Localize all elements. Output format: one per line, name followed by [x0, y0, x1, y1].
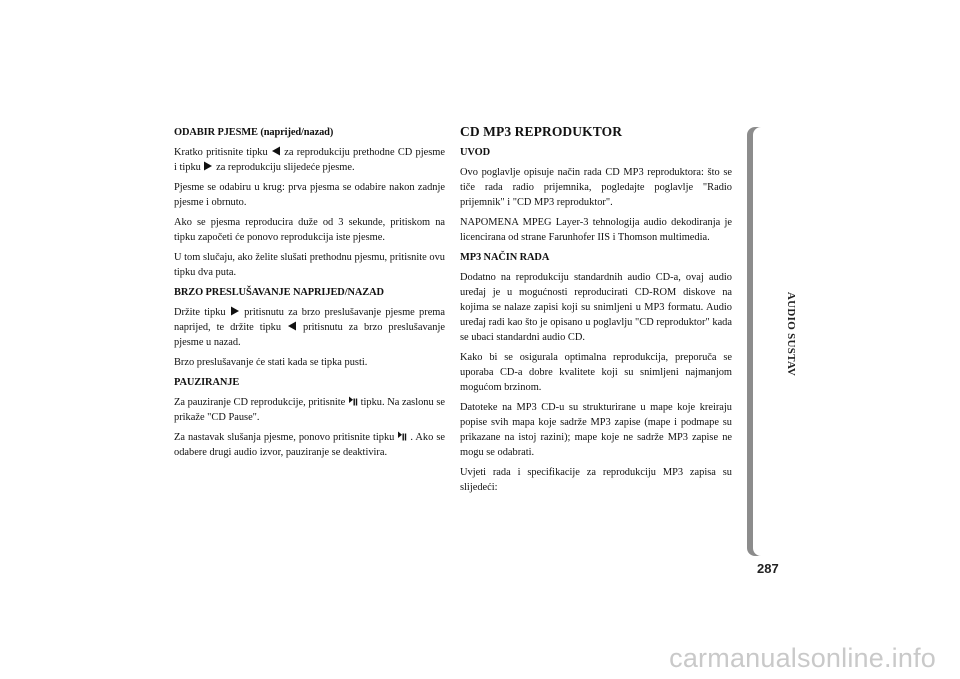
paragraph-files: Datoteke na MP3 CD-u su strukturirane u mape koje kreiraju popise svih mapa koje sadrže MP3 zapise (mape i podmape su prikazane na istoj razini); mape koje ne sadrže MP3 zapise ne mogu se odabrati. [460, 402, 732, 458]
paragraph-optimal: Kako bi se osigurala optimalna reprodukcija, preporuča se uporaba CD-a dobre kvalitete koji su snimljeni najmanjom mogućom brzinom. [460, 352, 732, 393]
play-pause-icon [397, 431, 407, 441]
paragraph-fast: Držite tipku pritisnutu za brzo preslušavanje pjesme prema naprijed, te držite tipku pritisnutu za brzo preslušavanje pjesme u nazad. [174, 307, 446, 348]
paragraph-previous: U tom slučaju, ako želite slušati prethodnu pjesmu, pritisnite ovu tipku dva puta. [174, 252, 445, 278]
section-heading-intro: UVOD [460, 147, 490, 158]
paragraph-cycle: Pjesme se odabiru u krug: prva pjesma se odabire nakon zadnje pjesme i obrnuto. [174, 182, 445, 208]
paragraph-pause: Za pauziranje CD reprodukcije, pritisnite tipku. Na zaslonu se prikaže "CD Pause". [174, 397, 445, 423]
triangle-right-icon [230, 306, 240, 316]
play-pause-icon [348, 396, 358, 406]
paragraph-mp3-mode: Dodatno na reprodukciju standardnih audio CD-a, ovaj audio uređaj je u mogućnosti reproducirati CD-ROM diskove na kojima se nalaze zapisi koji su snimljeni u MP3 formatu. Audio uređaj radi kao što je opisano u poglavlju "CD reproduktor" kada se ubaci standardni audio CD. [460, 272, 732, 343]
paragraph-note: NAPOMENA MPEG Layer-3 tehnologija audio dekodiranja je licencirana od strane Farunhofer IIS i Thomson multimedia. [460, 217, 732, 243]
paragraph-conditions: Uvjeti rada i specifikacije za reprodukciju MP3 zapisa su slijedeći: [460, 467, 732, 493]
page-number: 287 [757, 561, 779, 576]
section-heading-mp3-mode: MP3 NAČIN RADA [460, 252, 550, 263]
paragraph-track-select: Kratko pritisnite tipku za reprodukciju prethodne CD pjesme i tipku za reprodukciju slijedeće pjesme. [174, 147, 445, 173]
triangle-right-icon [203, 161, 213, 171]
section-title: CD MP3 REPRODUKTOR [460, 124, 623, 139]
section-heading-track-select: ODABIR PJESME (naprijed/nazad) [174, 127, 334, 138]
paragraph-resume: Za nastavak slušanja pjesme, ponovo pritisnite tipku . Ako se odabere drugi audio izvor, pauziranje se deaktivira. [174, 432, 445, 458]
section-heading-fast: BRZO PRESLUŠAVANJE NAPRIJED/NAZAD [174, 287, 384, 298]
left-column [174, 125, 445, 465]
section-heading-pause: PAUZIRANJE [174, 377, 240, 388]
paragraph-fast-stop: Brzo preslušavanje će stati kada se tipka pusti. [174, 357, 368, 368]
paragraph-restart: Ako se pjesma reproducira duže od 3 sekunde, pritiskom na tipku započeti će ponovo reprodukcija iste pjesme. [174, 217, 445, 243]
triangle-left-icon [271, 146, 281, 156]
right-column [460, 124, 732, 500]
paragraph-intro: Ovo poglavlje opisuje način rada CD MP3 reproduktora: što se tiče rada radio prijemnika, pogledajte poglavlje "Radio prijemnik" i "CD MP3 reproduktor". [460, 167, 732, 208]
side-tab-label-box [761, 291, 821, 377]
triangle-left-icon [287, 321, 297, 331]
side-tab-label: AUDIO SUSTAV [785, 291, 798, 377]
watermark: carmanualsonline.info [669, 643, 936, 673]
